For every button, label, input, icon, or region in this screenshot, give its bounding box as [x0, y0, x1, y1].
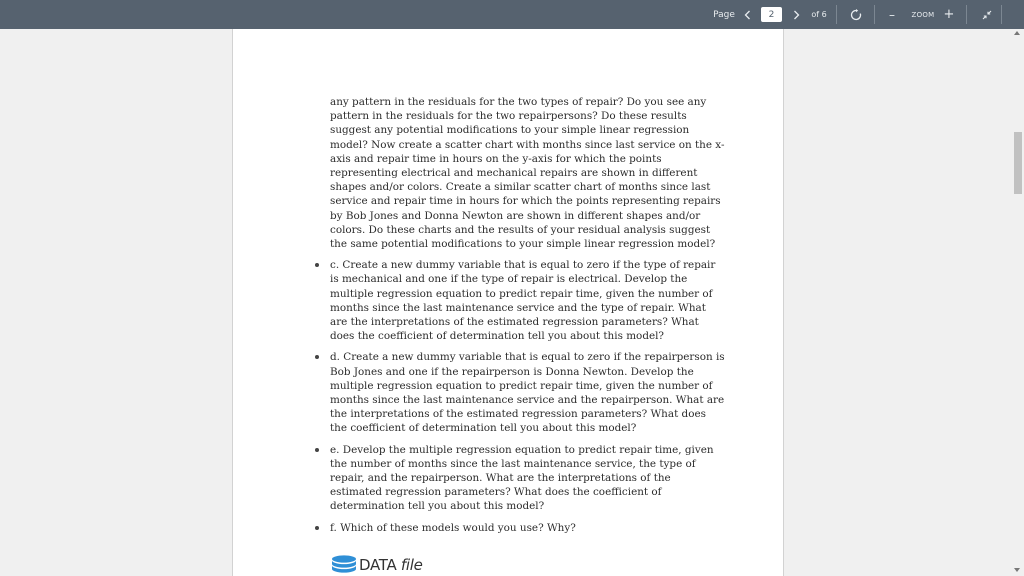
scroll-up-arrow-icon[interactable] [1014, 31, 1020, 35]
list-item-text: d. Create a new dummy variable that is equal to zero if the repairperson is Bob Jones and one if the repairperson is Donna Newton. Develop the multiple regression equation to predict repair time, given the number of months since the last maintenance service and the repairperson. What are the interpretations of the estimated regression parameters? What does the coefficient of determination tell you about this model? [330, 351, 725, 435]
list-item [330, 350, 725, 435]
bullet [315, 526, 319, 530]
toolbar-divider [874, 5, 875, 24]
bullet [315, 263, 319, 267]
list-item [330, 443, 725, 514]
list-item [330, 258, 725, 343]
list-item-text: f. Which of these models would you use? Why? [330, 521, 576, 534]
list-item [330, 521, 725, 535]
zoom-out-button[interactable]: – [889, 7, 895, 22]
pdf-toolbar [0, 0, 1024, 29]
intro-paragraph: any pattern in the residuals for the two types of repair? Do you see any pattern in the residuals for the two repairpersons? Do these results suggest any potential modifications to your simple linear regression model? Now create a scatter chart with months since last service on the x-axis and repair time in hours on the y-axis for which the points representing electrical and mechanical repairs are shown in different shapes and/or colors. Create a similar scatter chart of months since last service and repair time in hours for which the points representing repairs by Bob Jones and Donna Newton are shown in different shapes and/or colors. Do these charts and the results of your residual analysis suggest the same potential modifications to your simple linear regression model? [330, 96, 725, 251]
toolbar-divider [836, 5, 837, 24]
rotate-icon [850, 9, 862, 21]
database-icon [331, 555, 357, 575]
document-text [330, 95, 725, 535]
zoom-label: ZOOM [911, 10, 935, 19]
zoom-in-button[interactable]: + [943, 7, 955, 22]
next-page-button[interactable] [789, 0, 803, 29]
bullet [315, 355, 319, 359]
scroll-down-arrow-icon[interactable] [1014, 568, 1020, 572]
bullet [315, 448, 319, 452]
datafile-main: DATA [359, 556, 397, 574]
collapse-button[interactable] [978, 0, 996, 29]
collapse-icon [982, 10, 992, 20]
datafile-suffix: file [400, 556, 423, 574]
toolbar-divider [1001, 5, 1002, 24]
scroll-thumb[interactable] [1014, 132, 1022, 194]
chevron-right-icon [793, 10, 800, 20]
document-viewer [0, 29, 1024, 576]
pdf-page [232, 29, 784, 576]
vertical-scrollbar[interactable] [1012, 29, 1024, 576]
page-count-label: of 6 [811, 10, 827, 19]
chevron-left-icon [744, 10, 751, 20]
list-item-text: e. Develop the multiple regression equation to predict repair time, given the number of months since the last maintenance service, the type of repair, and the repairperson. What are the interpretations of the estimated regression parameters? What does the coefficient of determination tell you about this model? [330, 443, 714, 513]
list-item-text: c. Create a new dummy variable that is equal to zero if the type of repair is mechanical and one if the type of repair is electrical. Develop the multiple regression equation to predict repair time, given the number of months since the last maintenance service and the type of repair. What are the interpretations of the estimated regression parameters? What does the coefficient of determination tell you about this model? [330, 259, 716, 343]
toolbar-divider [966, 5, 967, 24]
previous-page-button[interactable] [740, 0, 754, 29]
rotate-button[interactable] [847, 0, 865, 29]
question-list [330, 258, 725, 535]
page-number-input[interactable] [761, 7, 782, 22]
datafile-label [359, 556, 423, 574]
datafile-badge [331, 553, 423, 576]
page-label: Page [713, 9, 735, 20]
